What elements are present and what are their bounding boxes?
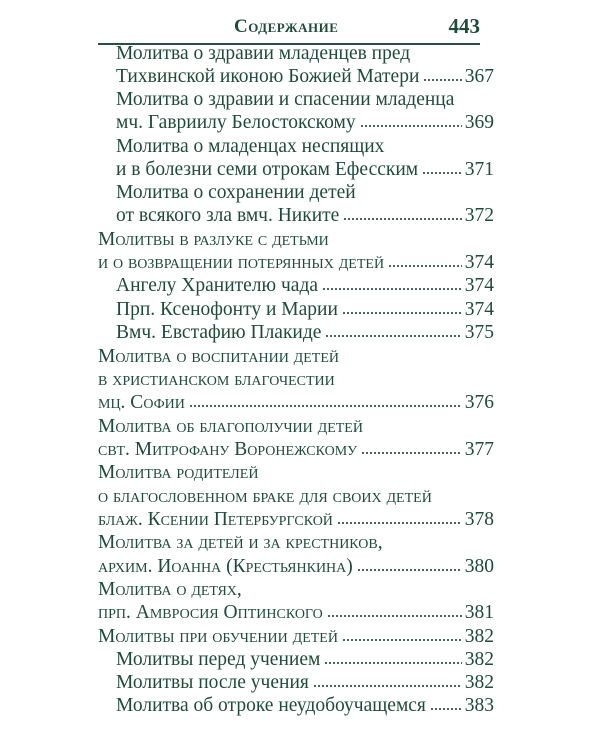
leader-dots: [324, 660, 461, 666]
toc-page-number: 367: [464, 66, 494, 87]
toc-entry[interactable]: [116, 274, 494, 298]
toc-page-number: 378: [464, 509, 494, 530]
toc-entry[interactable]: [116, 671, 494, 695]
toc-section-title: и о возвращении потерянных детей: [98, 252, 385, 273]
leader-dots: [342, 637, 462, 643]
leader-dots: [361, 450, 462, 456]
toc-page-number: 382: [464, 649, 494, 670]
leader-dots: [343, 216, 461, 222]
toc-page-number: 374: [464, 299, 494, 320]
toc-entry-title: Тихвинской иконою Божией Матери: [116, 66, 420, 87]
toc-entry[interactable]: [116, 694, 494, 718]
leader-dots: [357, 567, 462, 573]
toc-page-number: 374: [464, 275, 494, 296]
toc-entry-title: мч. Гавриилу Белостокскому: [116, 112, 356, 133]
toc-entry-title: Прп. Ксенофонту и Марии: [116, 299, 338, 320]
toc-section[interactable]: [98, 601, 494, 625]
toc-page-number: 369: [464, 112, 494, 133]
toc-page-number: 374: [464, 252, 494, 273]
toc-page-number: 372: [464, 205, 494, 226]
toc-entry-title: Молитвы после учения: [116, 672, 309, 693]
leader-dots: [189, 403, 462, 409]
leader-dots: [337, 520, 462, 526]
toc-section-title: Молитвы при обучении детей: [98, 626, 338, 647]
toc-page-number: 371: [464, 159, 494, 180]
toc-section[interactable]: [98, 508, 494, 532]
toc-section-title: блаж. Ксении Петербургской: [98, 509, 333, 530]
leader-dots: [325, 333, 461, 339]
leader-dots: [423, 77, 461, 83]
leader-dots: [430, 706, 462, 712]
toc-entry-title: от всякого зла вмч. Никите: [116, 205, 340, 226]
toc-page-number: 375: [464, 322, 494, 343]
toc-section[interactable]: [98, 438, 494, 462]
toc-entry-title: Вмч. Евстафию Плакиде: [116, 322, 322, 343]
toc-entry-line: Молитва о сохранении детей: [116, 182, 356, 203]
header-title: Содержание: [234, 16, 339, 37]
toc-page-number: 377: [464, 439, 494, 460]
toc-section-title: свт. Митрофану Воронежскому: [98, 439, 358, 460]
toc-section[interactable]: [98, 391, 494, 415]
toc-page-number: 382: [464, 672, 494, 693]
toc-page-number: 382: [464, 626, 494, 647]
toc-entry[interactable]: [116, 321, 494, 345]
toc-section-title: мц. Софии: [98, 392, 185, 413]
leader-dots: [313, 683, 462, 689]
toc-section-line: Молитва о воспитании детей: [98, 346, 339, 367]
toc-section[interactable]: [98, 555, 494, 579]
toc-section-line: Молитва за детей и за крестников,: [98, 532, 383, 553]
toc-page-number: 380: [464, 556, 494, 577]
toc-section-line: в христианском благочестии: [98, 369, 335, 390]
toc-entry[interactable]: [116, 65, 494, 89]
toc-entry[interactable]: [116, 111, 494, 135]
toc-section-line: Молитвы в разлуке с детьми: [98, 229, 329, 250]
leader-dots: [327, 613, 462, 619]
toc-section-line: Молитва об благополучии детей: [98, 416, 363, 437]
toc-section-title: прп. Амвросия Оптинского: [98, 602, 323, 623]
leader-dots: [422, 170, 462, 176]
toc-section-line: о благословенном браке для своих детей: [98, 486, 432, 507]
toc-entry-line: Молитва о здравии младенцев пред: [116, 43, 411, 64]
toc-entry-title: и в болезни семи отрокам Ефесским: [116, 159, 419, 180]
running-header: [98, 10, 480, 42]
toc-section-line: Молитва о детях,: [98, 579, 242, 600]
toc-entry-title: Ангелу Хранителю чада: [116, 275, 319, 296]
toc-entry-title: Молитва об отроке неудобоучащемся: [116, 695, 426, 716]
toc-entry-line: Молитва о здравии и спасении младенца: [116, 89, 455, 110]
toc-entry[interactable]: [116, 648, 494, 672]
toc-page-number: 383: [464, 695, 494, 716]
toc-entry[interactable]: [116, 204, 494, 228]
toc-section-title: архим. Иоанна (Крестьянкина): [98, 556, 353, 577]
toc-section[interactable]: [98, 625, 494, 649]
toc-section-line: Молитва родителей: [98, 462, 259, 483]
leader-dots: [360, 123, 462, 129]
toc-entry[interactable]: [116, 298, 494, 322]
leader-dots: [388, 263, 462, 269]
toc-page-number: 376: [464, 392, 494, 413]
toc-entry-line: Молитва о младенцах неспящих: [116, 136, 385, 157]
toc-page-number: 381: [464, 602, 494, 623]
header-page-number: 443: [448, 14, 480, 38]
toc-section[interactable]: [98, 251, 494, 275]
leader-dots: [322, 286, 462, 292]
leader-dots: [342, 310, 462, 316]
toc-entry[interactable]: [116, 158, 494, 182]
toc-entry-title: Молитвы перед учением: [116, 649, 321, 670]
